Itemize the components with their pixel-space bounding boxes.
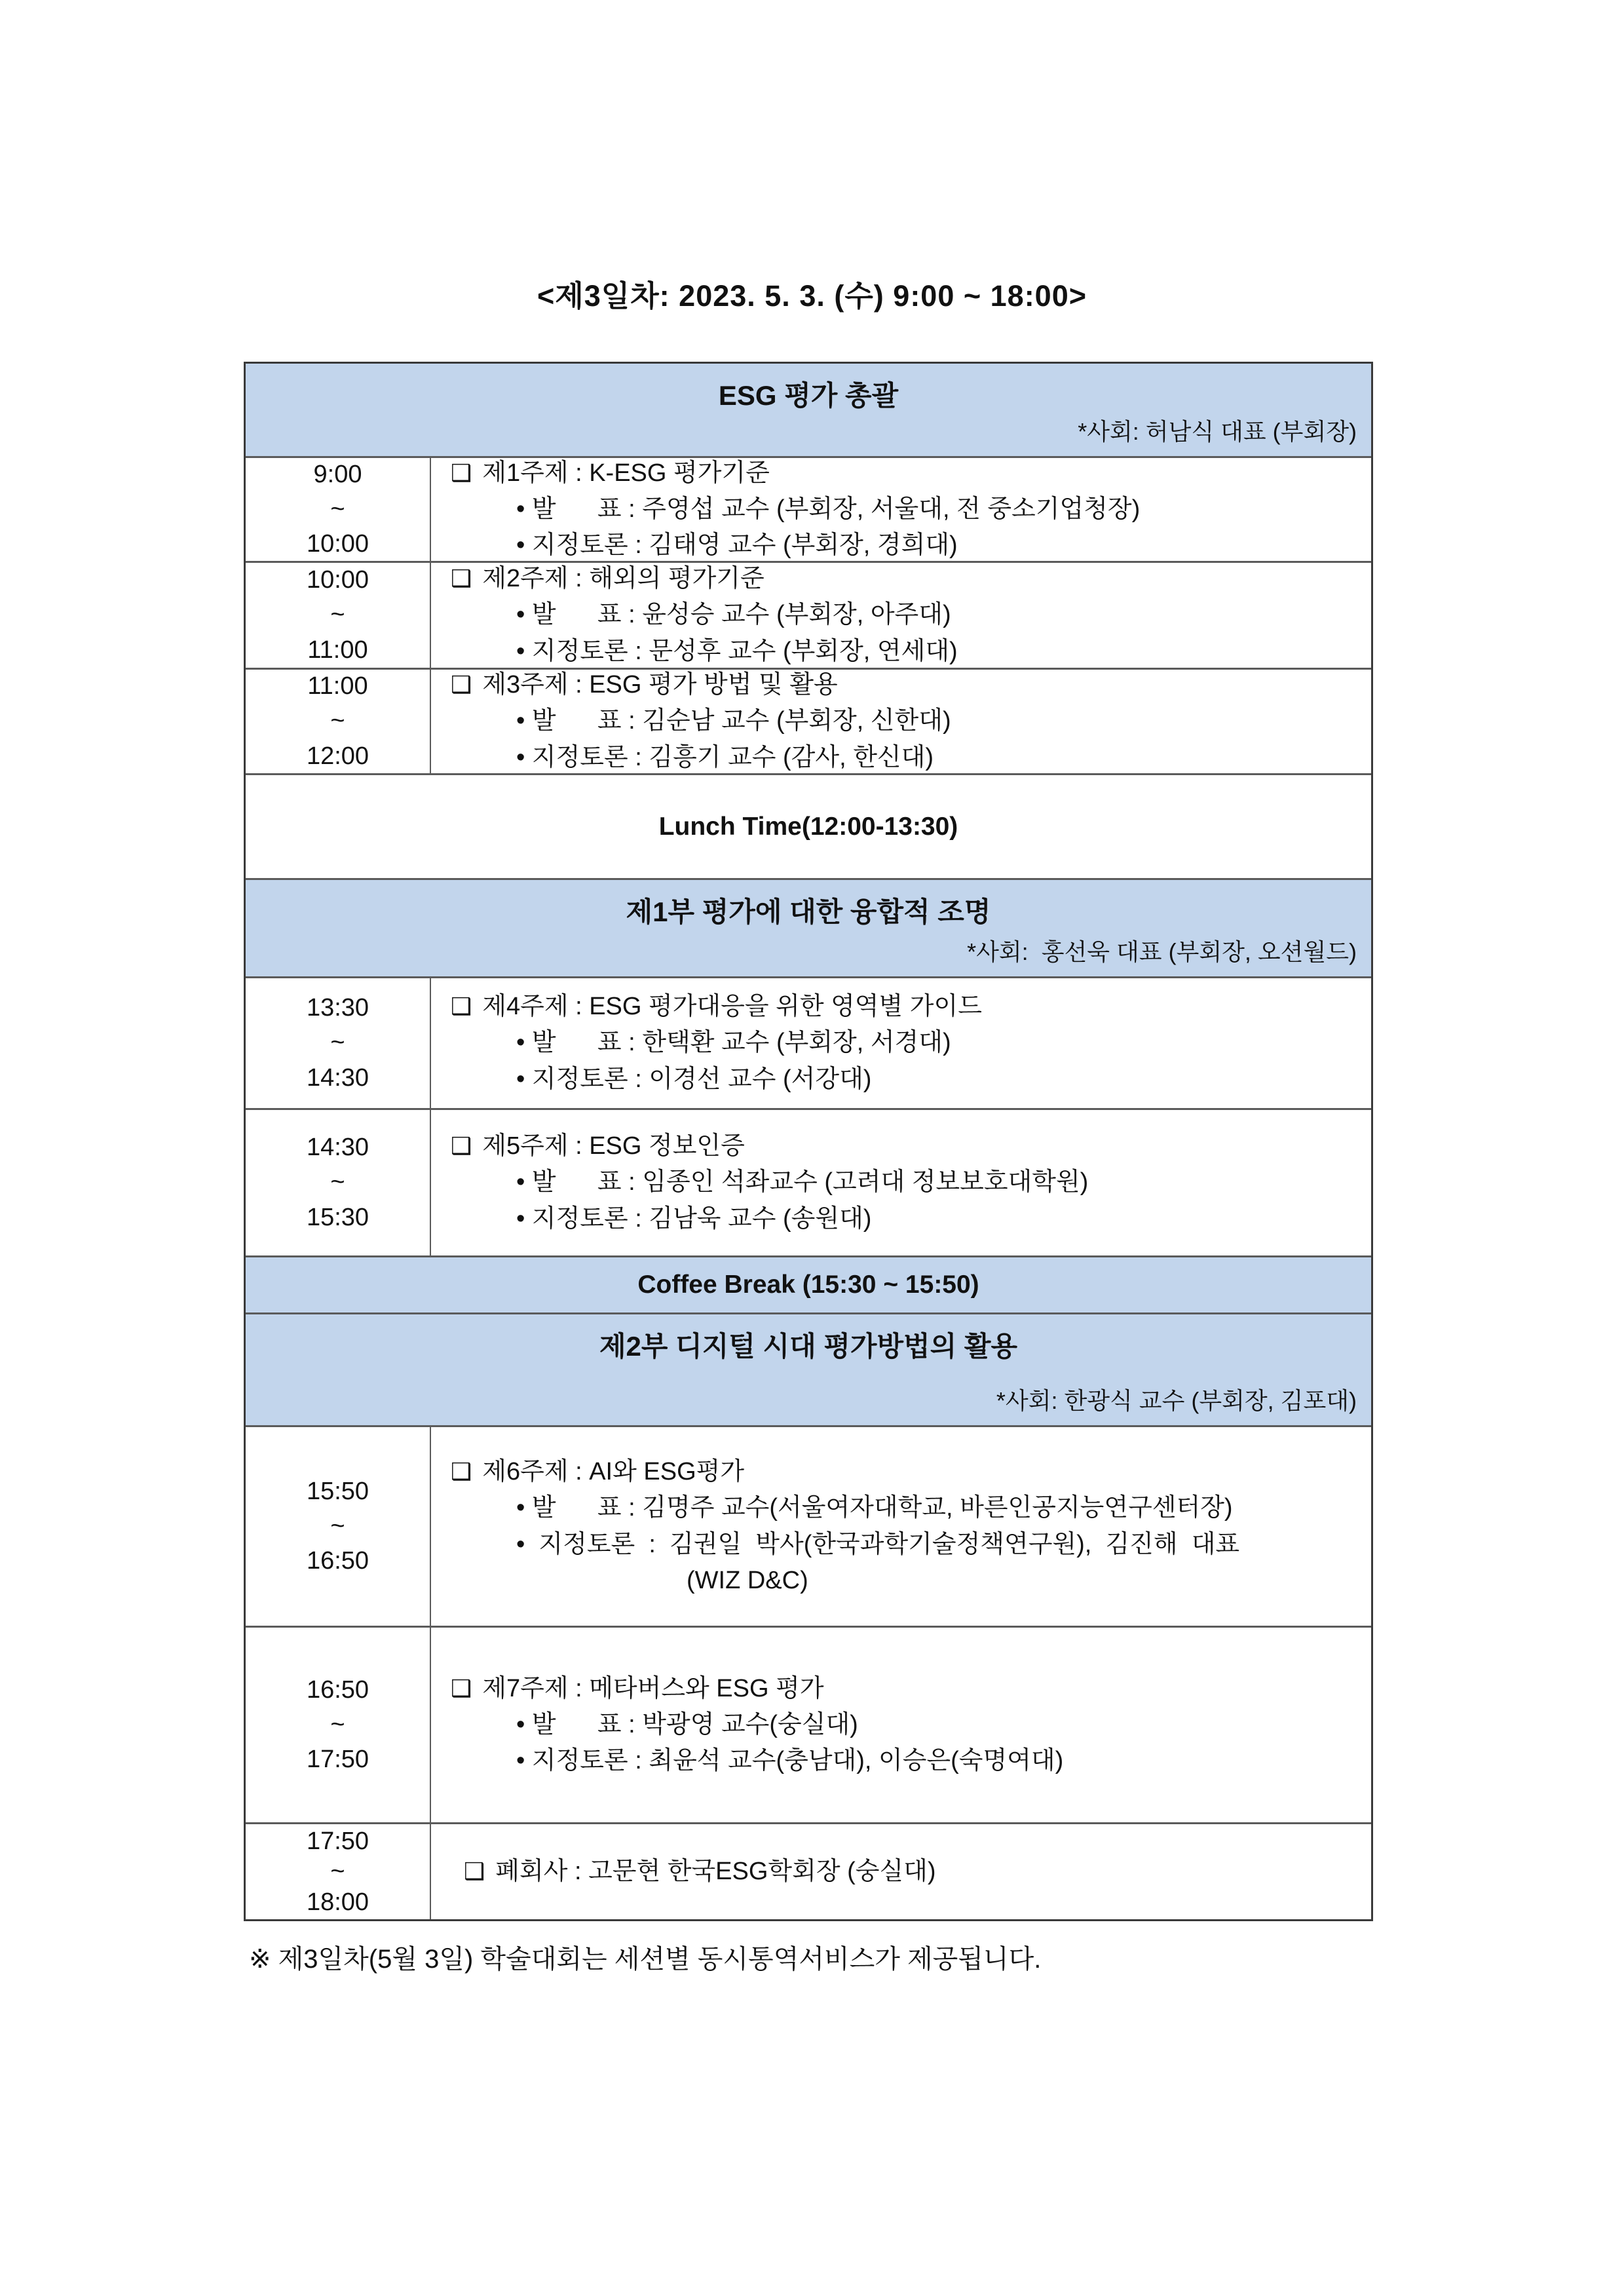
section-title: 제2부 디지털 시대 평가방법의 활용 (599, 1331, 1018, 1362)
presenter-line: • 발 표 : 한택환 교수 (부회장, 서경대) (516, 1029, 951, 1057)
content-cell (431, 670, 1371, 773)
presenter-line: • 발 표 : 주영섭 교수 (부회장, 서울대, 전 중소기업청장) (516, 495, 1141, 523)
schedule-table (244, 362, 1373, 1921)
time-cell (246, 1427, 431, 1626)
time-end: 15:30 (306, 1203, 369, 1231)
page-title: <제3일차: 2023. 5. 3. (수) 9:00 ~ 18:00> (537, 279, 1087, 313)
closing-row (246, 1822, 1371, 1919)
content-cell (431, 563, 1371, 668)
presenter-line: • 발 표 : 박광영 교수(숭실대) (516, 1710, 858, 1738)
topic-text: 제1주제 : K-ESG 평가기준 (482, 459, 770, 487)
time-tilde: ~ (330, 1710, 345, 1738)
section-header-esg-overview (246, 364, 1371, 456)
time-tilde: ~ (330, 1858, 345, 1886)
topic-text: 제5주제 : ESG 정보인증 (482, 1132, 745, 1160)
coffee-break-row (246, 1255, 1371, 1312)
section-moderator: *사회: 홍선욱 대표 (부회장, 오션월드) (967, 938, 1357, 965)
lunch-break-row (246, 773, 1371, 878)
time-end: 18:00 (306, 1888, 369, 1916)
section-title: 제1부 평가에 대한 융합적 조명 (626, 896, 991, 927)
checkbox-bullet-icon: ❑ (451, 1674, 472, 1702)
time-end: 11:00 (307, 636, 368, 664)
time-end: 10:00 (306, 530, 369, 558)
checkbox-bullet-icon: ❑ (451, 1458, 472, 1485)
topic-line (451, 1671, 1358, 1707)
time-end: 17:50 (306, 1746, 369, 1774)
time-start: 16:50 (306, 1675, 369, 1704)
time-tilde: ~ (330, 601, 345, 629)
time-start: 15:50 (306, 1477, 369, 1505)
topic-line (451, 455, 1358, 491)
time-end: 14:30 (306, 1063, 369, 1092)
session-row-topic5 (246, 1108, 1371, 1255)
content-cell (431, 1427, 1371, 1626)
topic-text: 제6주제 : AI와 ESG평가 (482, 1458, 745, 1486)
time-end: 16:50 (306, 1547, 369, 1575)
time-start: 14:30 (306, 1134, 369, 1162)
checkbox-bullet-icon: ❑ (451, 565, 472, 592)
break-label: Coffee Break (15:30 ~ 15:50) (637, 1271, 979, 1299)
checkbox-bullet-icon: ❑ (451, 1132, 472, 1160)
time-start: 11:00 (307, 672, 368, 700)
time-cell (246, 1110, 431, 1255)
time-tilde: ~ (330, 1168, 345, 1196)
content-cell (431, 1824, 1371, 1919)
topic-text: 제2주제 : 해외의 평가기준 (482, 565, 765, 593)
session-row-topic6 (246, 1425, 1371, 1626)
presenter-line: • 발 표 : 김순남 교수 (부회장, 신한대) (516, 707, 951, 735)
discussant-continuation-line: (WIZ D&C) (687, 1566, 808, 1594)
time-start: 10:00 (306, 566, 369, 594)
time-cell (246, 1824, 431, 1919)
time-tilde: ~ (330, 1029, 345, 1057)
content-cell (431, 1110, 1371, 1255)
content-cell (431, 978, 1371, 1108)
time-tilde: ~ (330, 707, 345, 735)
time-tilde: ~ (330, 495, 345, 523)
topic-line (451, 561, 1358, 597)
time-start: 13:30 (306, 994, 369, 1022)
topic-line (451, 1128, 1358, 1164)
closing-line (464, 1854, 1358, 1890)
content-cell (431, 1628, 1371, 1822)
discussant-line: • 지정토론 : 김남욱 교수 (송원대) (516, 1204, 872, 1233)
topic-line (451, 667, 1358, 703)
time-cell (246, 670, 431, 773)
section-moderator: *사회: 한광식 교수 (부회장, 김포대) (996, 1387, 1357, 1414)
discussant-line: • 지정토론 : 김흥기 교수 (감사, 한신대) (516, 743, 934, 771)
topic-text: 제3주제 : ESG 평가 방법 및 활용 (482, 671, 838, 699)
presenter-line: • 발 표 : 임종인 석좌교수 (고려대 정보보호대학원) (516, 1168, 1089, 1196)
time-cell (246, 563, 431, 668)
section-moderator: *사회: 허남식 대표 (부회장) (1078, 418, 1357, 445)
discussant-line: • 지정토론 : 이경선 교수 (서강대) (516, 1065, 872, 1093)
session-row-topic4 (246, 976, 1371, 1108)
time-cell (246, 458, 431, 561)
presenter-line: • 발 표 : 윤성승 교수 (부회장, 아주대) (516, 601, 951, 629)
checkbox-bullet-icon: ❑ (451, 671, 472, 698)
session-row-topic3 (246, 668, 1371, 773)
discussant-line: • 지정토론 : 김권일 박사(한국과학기술정책연구원), 김진해 대표 (516, 1530, 1240, 1558)
section-header-part2 (246, 1312, 1371, 1425)
closing-text: 폐회사 : 고문현 한국ESG학회장 (숭실대) (495, 1857, 936, 1885)
section-title: ESG 평가 총괄 (718, 380, 899, 411)
discussant-line: • 지정토론 : 김태영 교수 (부회장, 경희대) (516, 531, 958, 560)
presenter-line: • 발 표 : 김명주 교수(서울여자대학교, 바른인공지능연구센터장) (516, 1494, 1233, 1522)
time-start: 17:50 (306, 1827, 369, 1855)
session-row-topic7 (246, 1626, 1371, 1822)
content-cell (431, 458, 1371, 561)
time-cell (246, 978, 431, 1108)
break-label: Lunch Time(12:00-13:30) (658, 812, 958, 841)
topic-text: 제4주제 : ESG 평가대응을 위한 영역별 가이드 (482, 993, 982, 1021)
session-row-topic1 (246, 456, 1371, 561)
time-cell (246, 1628, 431, 1822)
time-end: 12:00 (306, 742, 369, 770)
discussant-line: • 지정토론 : 문성후 교수 (부회장, 연세대) (516, 637, 958, 665)
topic-text: 제7주제 : 메타버스와 ESG 평가 (482, 1674, 824, 1702)
discussant-line: • 지정토론 : 최윤석 교수(충남대), 이승은(숙명여대) (516, 1747, 1064, 1775)
checkbox-bullet-icon: ❑ (451, 993, 472, 1020)
checkbox-bullet-icon: ❑ (451, 459, 472, 486)
topic-line (451, 989, 1358, 1025)
section-header-part1 (246, 878, 1371, 976)
session-row-topic2 (246, 561, 1371, 668)
time-tilde: ~ (330, 1512, 345, 1540)
checkbox-bullet-icon: ❑ (464, 1857, 485, 1885)
topic-line (451, 1454, 1358, 1490)
footnote: ※ 제3일차(5월 3일) 학술대회는 세션별 동시통역서비스가 제공됩니다. (249, 1945, 1042, 1974)
time-start: 9:00 (313, 460, 362, 488)
